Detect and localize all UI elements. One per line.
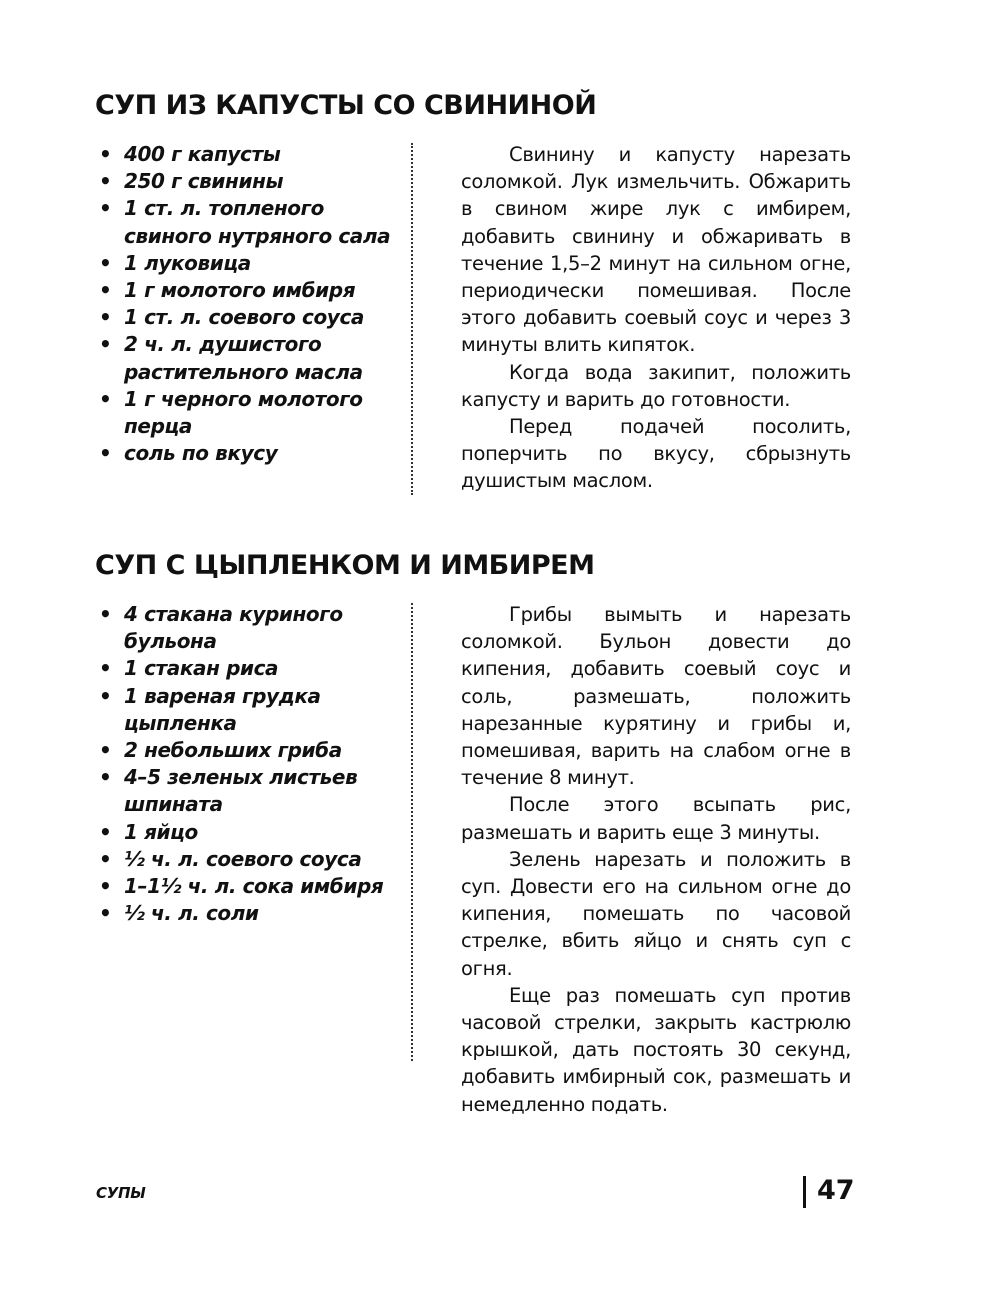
ingredient-item: • ½ ч. л. соевого соуса <box>95 846 395 873</box>
ingredient-item: • 2 ч. л. душистого растительного масла <box>95 331 395 385</box>
ingredient-item: • 1 ст. л. соевого соуса <box>95 304 395 331</box>
method-paragraph: Грибы вымыть и нарезать соломкой. Бульон довести до кипения, добавить соевый соус и соль, размешать, положить нарезанные курятину и грибы и, помешивая, варить на слабом огне в течение 8 минут. <box>461 603 851 790</box>
section-label: СУПЫ <box>96 1184 146 1202</box>
column-divider <box>411 603 413 1061</box>
ingredient-item: • 1 г молотого имбиря <box>95 277 395 304</box>
ingredient-item: • 2 небольших гриба <box>95 737 395 764</box>
ingredient-item: • 400 г капусты <box>95 141 395 168</box>
recipe-pork-cabbage-soup <box>95 86 855 493</box>
method-paragraph: Перед подачей посолить, поперчить по вкусу, сбрызнуть душистым маслом. <box>461 415 851 493</box>
ingredient-item: • 1 луковица <box>95 250 395 277</box>
method-paragraph: Зелень нарезать и положить в суп. Довести его на сильном огне до кипения, помешать по часовой стрелке, вбить яйцо и снять суп с огня. <box>461 847 851 980</box>
method-paragraph: После этого всыпать рис, размешать и варить еще 3 минуты. <box>461 793 851 844</box>
ingredient-list <box>95 141 395 467</box>
recipe-title: СУП С ЦЫПЛЕНКОМ И ИМБИРЕМ <box>95 550 595 581</box>
ingredient-item: • 4 стакана куриного бульона <box>95 601 395 655</box>
ingredient-item: • соль по вкусу <box>95 440 395 467</box>
method-paragraph: Когда вода закипит, положить капусту и варить до готовности. <box>461 360 851 411</box>
ingredient-item: • 1 вареная грудка цыпленка <box>95 683 395 737</box>
method-paragraph: Свинину и капусту нарезать соломкой. Лук измельчить. Обжарить в свином жире лук с имбирем, добавить свинину и обжаривать в течение 1,5–2 минут на сильном огне, периодически помешивая. После этого добавить соевый соус и через 3 минуты влить кипяток. <box>461 143 851 357</box>
ingredient-item: • 1 ст. л. топленого свиного нутряного сала <box>95 195 395 249</box>
recipe-chicken-ginger-soup <box>95 546 855 1116</box>
method-text <box>461 141 851 495</box>
recipe-title: СУП ИЗ КАПУСТЫ СО СВИНИНОЙ <box>95 90 597 121</box>
ingredient-item: • 4–5 зеленых листьев шпината <box>95 764 395 818</box>
ingredient-list <box>95 601 395 927</box>
method-paragraph: Еще раз помешать суп против часовой стрелки, закрыть кастрюлю крышкой, дать постоять 30 секунд, добавить имбирный сок, размешать и немедленно подать. <box>461 983 851 1116</box>
method-text <box>461 601 851 1118</box>
page-number: 47 <box>817 1175 855 1206</box>
ingredient-item: • 1 г черного молотого перца <box>95 386 395 440</box>
column-divider <box>411 143 413 495</box>
footer-rule <box>803 1176 806 1208</box>
ingredient-item: • 250 г свинины <box>95 168 395 195</box>
ingredient-item: • 1 яйцо <box>95 819 395 846</box>
ingredient-item: • ½ ч. л. соли <box>95 900 395 927</box>
ingredient-item: • 1 стакан риса <box>95 655 395 682</box>
ingredient-item: • 1–1½ ч. л. сока имбиря <box>95 873 395 900</box>
